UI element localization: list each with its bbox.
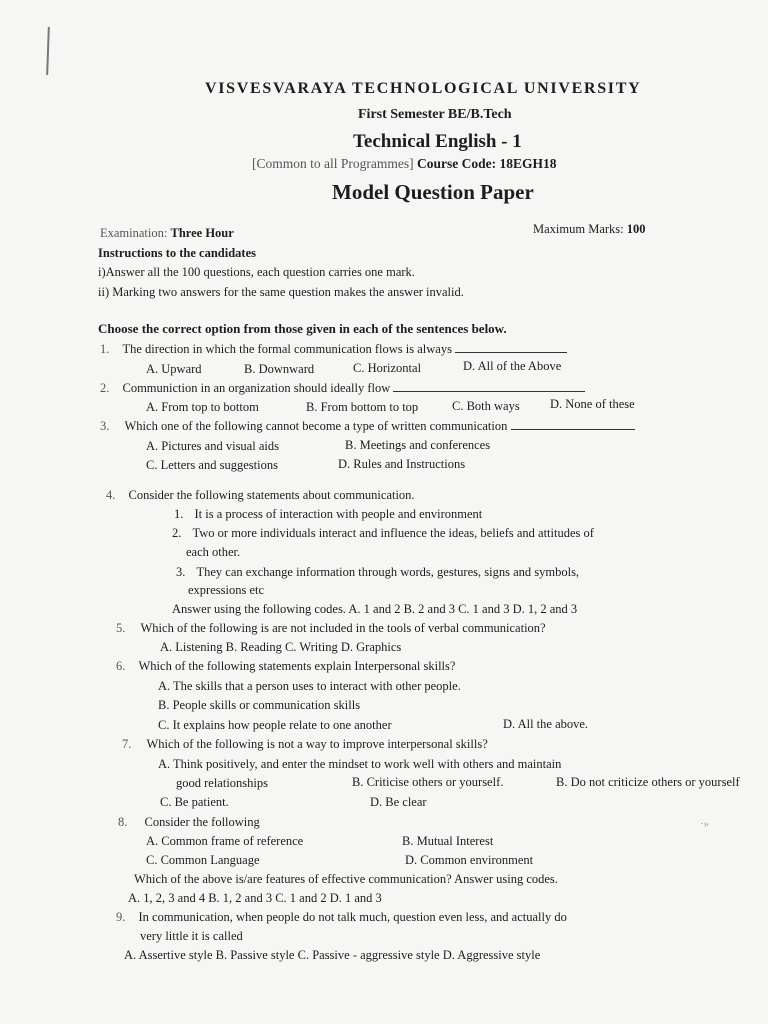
statement-text: Two or more individuals interact and influence the ideas, beliefs and attitudes of [192, 526, 594, 540]
q8-item-a: A. Common frame of reference [146, 834, 304, 848]
statement-number: 2. [172, 526, 182, 540]
q8-item-c: C. Common Language [146, 853, 260, 867]
q1-option-a: A. Upward [146, 362, 202, 376]
q4-statement-3-cont: expressions etc [188, 583, 265, 597]
question-number: 5. [116, 621, 126, 635]
q4-statement-3 [176, 565, 579, 580]
instruction-item: ii) Marking two answers for the same question makes the answer invalid. [98, 285, 464, 299]
margin-pen-mark [46, 27, 50, 75]
question-6 [116, 659, 455, 674]
question-7 [122, 737, 488, 752]
instructions-heading: Instructions to the candidates [98, 246, 256, 260]
semester-line: First Semester BE/B.Tech [358, 107, 512, 122]
q4-statement-2-cont: each other. [186, 545, 241, 559]
question-number: 6. [116, 659, 126, 673]
question-number: 8. [118, 815, 128, 829]
common-prefix: [Common to all Programmes] [252, 156, 414, 171]
q7-option-a-cont: good relationships [176, 776, 269, 790]
q4-answer-codes: Answer using the following codes. A. 1 and 2 B. 2 and 3 C. 1 and 3 D. 1, 2 and 3 [172, 602, 578, 616]
q8-item-d: D. Common environment [405, 853, 534, 867]
q9-options: A. Assertive style B. Passive style C. Passive - aggressive style D. Aggressive style [124, 948, 541, 962]
statement-number: 1. [174, 507, 184, 521]
q6-option-b: B. People skills or communication skills [158, 698, 361, 712]
q8-follow-up: Which of the above is/are features of effective communication? Answer using codes. [134, 872, 558, 886]
q8-codes: A. 1, 2, 3 and 4 B. 1, 2 and 3 C. 1 and 2 D. 1 and 3 [128, 891, 382, 905]
q1-option-b: B. Downward [244, 362, 315, 376]
q2-option-b: B. From bottom to top [306, 400, 419, 414]
question-text: Which one of the following cannot become a type of written communication [124, 419, 508, 433]
question-text: Which of the following is not a way to improve interpersonal skills? [146, 737, 488, 751]
question-2 [100, 381, 585, 396]
statement-number: 3. [176, 565, 186, 579]
q2-option-c: C. Both ways [452, 399, 520, 413]
common-programmes-line [252, 156, 556, 172]
question-number: 7. [122, 737, 132, 751]
q8-item-b: B. Mutual Interest [402, 834, 494, 848]
scan-speck: ·» [700, 818, 710, 830]
q7-option-d: D. Be clear [370, 795, 427, 809]
q4-statement-2 [172, 526, 594, 541]
q7-option-b: B. Criticise others or yourself. [352, 775, 504, 789]
q6-option-a: A. The skills that a person uses to interact with other people. [158, 679, 461, 693]
university-name: VISVESVARAYA TECHNOLOGICAL UNIVERSITY [205, 80, 642, 97]
q6-option-c: C. It explains how people relate to one another [158, 718, 392, 732]
question-number: 3. [100, 419, 110, 433]
question-text: Consider the following statements about communication. [128, 488, 415, 502]
q3-option-d: D. Rules and Instructions [338, 457, 466, 471]
question-5 [116, 621, 546, 636]
marks-value: 100 [626, 222, 646, 236]
q5-options: A. Listening B. Reading C. Writing D. Graphics [160, 640, 402, 654]
q3-option-c: C. Letters and suggestions [146, 458, 278, 472]
marks-label: Maximum Marks: [533, 222, 624, 236]
question-text: Which of the following is are not included in the tools of verbal communication? [140, 621, 546, 635]
question-text: Which of the following statements explain Interpersonal skills? [138, 659, 456, 673]
course-code: Course Code: 18EGH18 [416, 156, 557, 171]
question-number: 4. [106, 488, 116, 502]
instruction-item: i)Answer all the 100 questions, each question carries one mark. [98, 265, 415, 279]
question-text: Consider the following [144, 815, 260, 829]
question-1 [100, 342, 567, 357]
question-text: The direction in which the formal communication flows is always [122, 342, 452, 356]
q2-option-a: A. From top to bottom [146, 400, 259, 414]
duration-label: Examination: [100, 226, 168, 240]
q3-option-a: A. Pictures and visual aids [146, 439, 279, 453]
question-number: 2. [100, 381, 110, 395]
question-text: Communiction in an organization should ideally flow [122, 381, 391, 395]
question-8 [118, 815, 260, 830]
q2-option-d: D. None of these [550, 397, 635, 411]
max-marks [533, 222, 646, 237]
section-heading: Choose the correct option from those given in each of the sentences below. [98, 321, 507, 336]
q1-option-c: C. Horizontal [353, 361, 422, 375]
answer-blank [511, 419, 635, 430]
question-number: 9. [116, 910, 126, 924]
q7-option-b-alt: B. Do not criticize others or yourself [556, 775, 740, 789]
subject-title: Technical English - 1 [353, 131, 522, 152]
q7-option-a: A. Think positively, and enter the mindset to work well with others and maintain [158, 757, 562, 771]
statement-text: They can exchange information through words, gestures, signs and symbols, [196, 565, 580, 579]
q6-option-d: D. All the above. [503, 717, 589, 731]
exam-duration [100, 226, 234, 241]
question-9 [116, 910, 567, 925]
q4-statement-1 [174, 507, 482, 522]
question-3 [100, 419, 635, 434]
answer-blank [455, 342, 567, 353]
q3-option-b: B. Meetings and conferences [345, 438, 491, 452]
statement-text: It is a process of interaction with people and environment [194, 507, 483, 521]
q7-option-c: C. Be patient. [160, 795, 229, 809]
question-number: 1. [100, 342, 110, 356]
question-9-cont: very little it is called [140, 929, 243, 943]
paper-type-title: Model Question Paper [332, 180, 534, 204]
question-text: In communication, when people do not talk much, question even less, and actually do [138, 910, 567, 924]
duration-value: Three Hour [170, 226, 234, 240]
answer-blank [393, 381, 585, 392]
question-4 [106, 488, 415, 503]
q1-option-d: D. All of the Above [463, 359, 562, 373]
